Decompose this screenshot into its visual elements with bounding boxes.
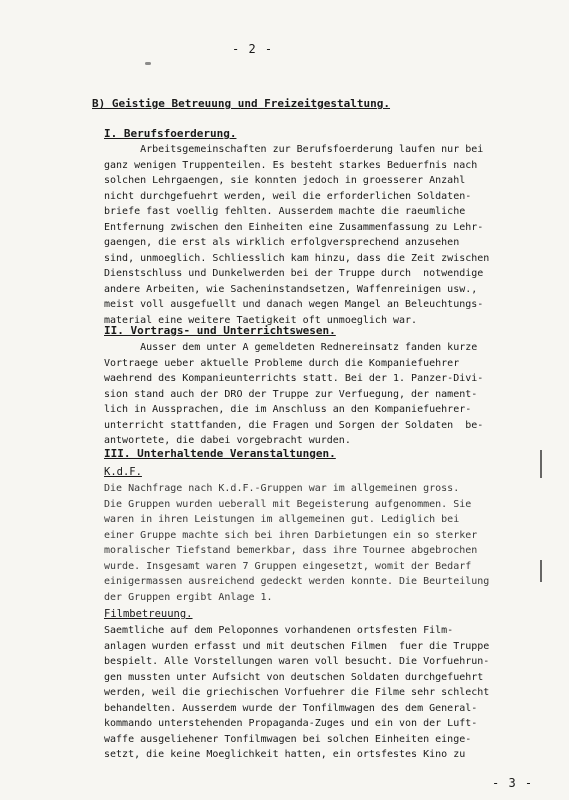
- subheading-kdf: K.d.F.: [104, 466, 142, 478]
- text-line: Vortraege ueber aktuelle Probleme durch die Kompaniefuehrer: [104, 357, 460, 369]
- text-line: nicht durchgefuehrt werden, weil die erforderlichen Soldaten-: [104, 190, 472, 202]
- section-heading-veranstaltungen: III. Unterhaltende Veranstaltungen.: [104, 447, 336, 460]
- text-line: Arbeitsgemeinschaften zur Berufsfoerderung laufen nur bei: [104, 144, 484, 155]
- section-body-filmbetreuung: [104, 623, 554, 763]
- text-line: waehrend des Kompanieunterrichts statt. Bei der 1. Panzer-Divi-: [104, 373, 484, 384]
- text-line: der Gruppen ergibt Anlage 1.: [104, 591, 273, 603]
- section-heading-berufsfoerderung: I. Berufsfoerderung.: [104, 127, 237, 140]
- section-body-kdf: [104, 481, 554, 605]
- text-line: sion stand auch der DRO der Truppe zur Verfuegung, der nament-: [104, 388, 478, 400]
- continuation-page-number: - 3 -: [492, 776, 534, 790]
- text-line: Ausser dem unter A gemeldeten Rednereinsatz fanden kurze: [104, 342, 478, 353]
- margin-mark: [540, 450, 542, 478]
- text-line: kommando unterstehenden Propaganda-Zuges und ein von der Luft-: [104, 718, 478, 729]
- section-body-berufsfoerderung: [104, 142, 554, 328]
- text-line: behandelten. Ausserdem wurde der Tonfilmwagen des dem General-: [104, 702, 478, 714]
- text-line: einigermassen ausreichend gedeckt werden konnte. Die Beurteilung: [104, 576, 490, 587]
- text-line: waffe ausgeliehener Tonfilmwagen bei solchen Einheiten einge-: [104, 733, 472, 745]
- text-line: Dienstschluss und Dunkelwerden bei der Truppe durch notwendige: [104, 268, 484, 279]
- text-line: moralischer Tiefstand bemerkbar, dass ihre Tournee abgebrochen: [104, 545, 478, 556]
- text-line: wurde. Insgesamt waren 7 Gruppen eingesetzt, womit der Bedarf: [104, 560, 472, 572]
- text-line: einer Gruppe machte sich bei ihren Darbietungen ein so sterker: [104, 529, 478, 541]
- text-line: setzt, die keine Moeglichkeit hatten, ein ortsfestes Kino zu: [104, 749, 466, 760]
- text-line: Saemtliche auf dem Peloponnes vorhandenen ortsfesten Film-: [104, 625, 454, 636]
- text-line: bespielt. Alle Vorstellungen waren voll besucht. Die Vorfuehrun-: [104, 656, 490, 667]
- page-number: - 2 -: [232, 42, 274, 56]
- text-line: anlagen wurden erfasst und mit deutschen Filmen fuer die Truppe: [104, 640, 490, 652]
- text-line: gaengen, die erst als wirklich erfolgversprechend anzusehen: [104, 237, 460, 248]
- section-body-vortragswesen: [104, 340, 554, 449]
- text-line: briefe fast voellig fehlten. Ausserdem machte die raeumliche: [104, 206, 466, 217]
- section-heading-vortragswesen: II. Vortrags- und Unterrichtswesen.: [104, 324, 336, 337]
- subheading-filmbetreuung: Filmbetreuung.: [104, 608, 193, 620]
- text-line: werden, weil die griechischen Vorfuehrer die Filme sehr schlecht: [104, 687, 490, 698]
- text-line: antwortete, die dabei vorgebracht wurden.: [104, 435, 351, 446]
- text-line: Die Nachfrage nach K.d.F.-Gruppen war im allgemeinen gross.: [104, 483, 460, 494]
- text-line: Die Gruppen wurden ueberall mit Begeisterung aufgenommen. Sie: [104, 498, 472, 510]
- text-line: lich in Aussprachen, die im Anschluss an den Kompaniefuehrer-: [104, 404, 472, 415]
- text-line: material eine weitere Taetigkeit oft unmoeglich war.: [104, 314, 418, 326]
- text-line: waren in ihren Leistungen im allgemeinen gut. Lediglich bei: [104, 514, 460, 525]
- text-line: Entfernung zwischen den Einheiten eine Zusammenfassung zu Lehr-: [104, 221, 484, 233]
- ink-smudge: [145, 62, 151, 65]
- text-line: sind, unmoeglich. Schliesslich kam hinzu, dass die Zeit zwischen: [104, 252, 490, 264]
- text-line: unterricht stattfanden, die Fragen und Sorgen der Soldaten be-: [104, 419, 484, 431]
- text-line: solchen Lehrgaengen, sie konnten jedoch in groesserer Anzahl: [104, 175, 466, 186]
- text-line: gen mussten unter Aufsicht von deutschen Soldaten durchgefuehrt: [104, 671, 484, 683]
- text-line: ganz wenigen Truppenteilen. Es besteht starkes Beduerfnis nach: [104, 159, 478, 171]
- main-heading: B) Geistige Betreuung und Freizeitgestaltung.: [92, 97, 391, 110]
- text-line: meist voll ausgefuellt und danach wegen Mangel an Beleuchtungs-: [104, 299, 484, 310]
- margin-mark: [540, 560, 542, 582]
- text-line: andere Arbeiten, wie Sacheninstandsetzen, Waffenreinigen usw.,: [104, 283, 478, 295]
